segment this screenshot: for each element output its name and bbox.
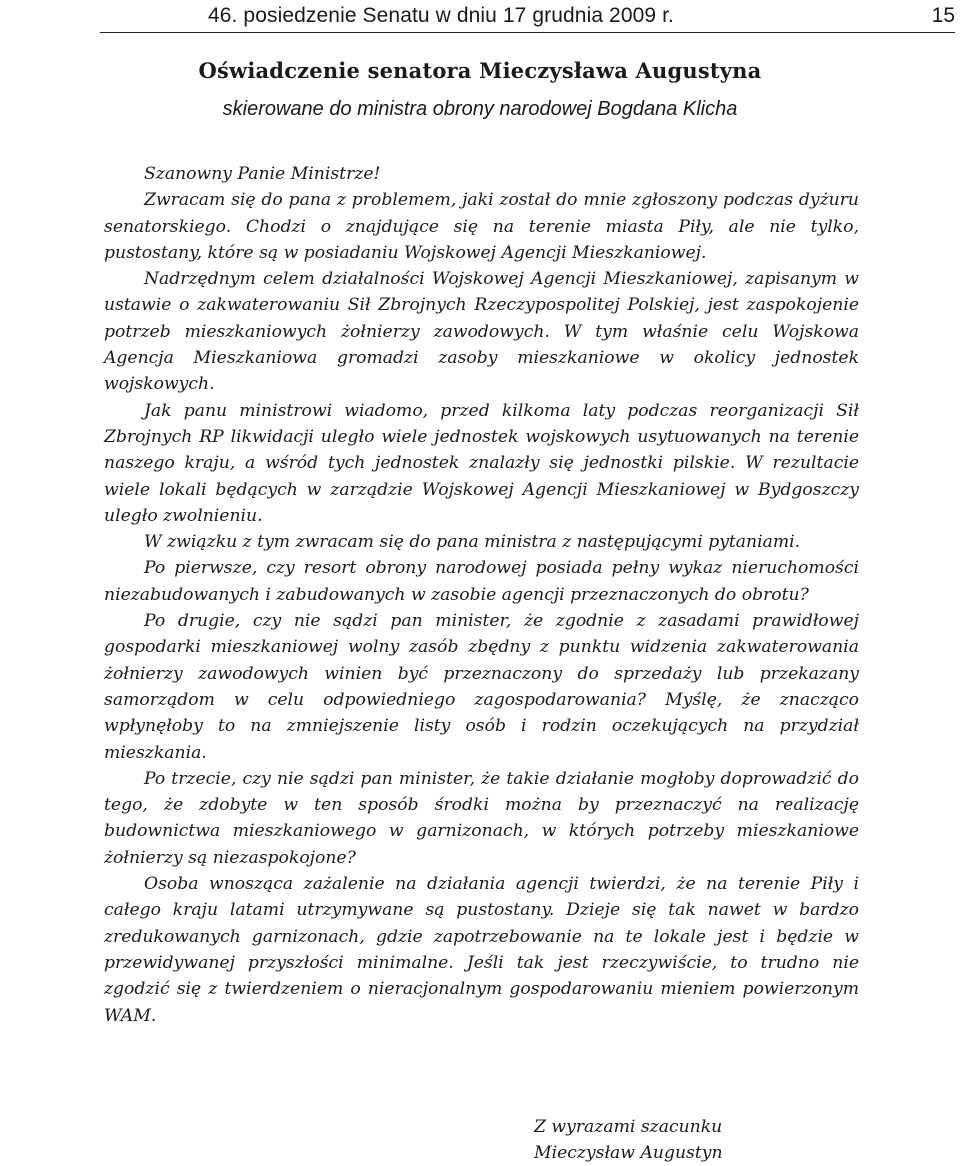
paragraph-reorganization: Jak panu ministrowi wiadomo, przed kilkoma laty podczas reorganizacji Sił Zbrojnych RP likwidacji uległo wiele jednostek wojskowych usytuowanych na terenie naszego kraju, a wśród tych jednostek znalazły się jednostki pilskie. W rezultacie wiele lokali będących w zarządzie Wojskowej Agencji Mieszkaniowej w Bydgoszczy uległo zwolnieniu. [104, 400, 859, 526]
document-title: Oświadczenie senatora Mieczysława Augustyna [198, 58, 762, 83]
closing-salutation: Z wyrazami szacunku [534, 1117, 723, 1137]
signature: Mieczysław Augustyn [534, 1143, 723, 1163]
paragraph-complaint: Osoba wnosząca zażalenie na działania agencji twierdzi, że na terenie Piły i całego kraju latami utrzymywane są pustostany. Dzieje się tak nawet w bardzo zredukowanych garnizonach, gdzie zapotrzebowanie na te lokale jest i będzie w przewidywanej przyszłości minimalne. Jeśli tak jest rzeczywiście, to trudno nie zgodzić się z twierdzeniem o nieracjonalnym gospodarowaniu mieniem powierzonym WAM. [104, 874, 859, 1026]
page-number: 15 [931, 4, 955, 27]
paragraph-questions-intro: W związku z tym zwracam się do pana ministra z następującymi pytaniami. [144, 532, 801, 553]
document-subtitle: skierowane do ministra obrony narodowej Bogdana Klicha [222, 98, 738, 120]
paragraph-greeting: Szanowny Panie Ministrze! [144, 164, 381, 184]
header-title: 46. posiedzenie Senatu w dniu 17 grudnia 2009 r. [208, 4, 674, 27]
paragraph-question-3: Po trzecie, czy nie sądzi pan minister, że takie działanie mogłoby doprowadzić do tego, że zdobyte w ten sposób środki można by przeznaczyć na realizację budownictwa mieszkaniowego w garnizonach, w których potrzeby mieszkaniowe żołnierzy są niezaspokojone? [104, 768, 859, 868]
paragraph-question-2: Po drugie, czy nie sądzi pan minister, że zgodnie z zasadami prawidłowej gospodarki mieszkaniowej wolny zasób zbędny z punktu widzenia zakwaterowania żołnierzy zawodowych winien być przeznaczony do sprzedaży lub przekazany samorządom w celu odpowiedniego zagospodarowania? Myślę, że znacząco wpłynęłoby to na zmniejszenie listy osób i rodzin oczekujących na przydział mieszkania. [104, 611, 859, 763]
paragraph-purpose: Nadrzędnym celem działalności Wojskowej Agencji Mieszkaniowej, zapisanym w ustawie o zakwaterowaniu Sił Zbrojnych Rzeczypospolitej Polskiej, jest zaspokojenie potrzeb mieszkaniowych żołnierzy zawodowych. W tym właśnie celu Wojskowa Agencja Mieszkaniowa gromadzi zasoby mieszkaniowe w okolicy jednostek wojskowych. [104, 269, 859, 395]
document-body [104, 161, 859, 1029]
running-header [100, 2, 955, 33]
paragraph-question-1: Po pierwsze, czy resort obrony narodowej posiada pełny wykaz nieruchomości niezabudowanych i zabudowanych w zasobie agencji przeznaczonych do obrotu? [104, 558, 859, 605]
closing-block [534, 1114, 723, 1166]
paragraph-intro: Zwracam się do pana z problemem, jaki został do mnie zgłoszony podczas dyżuru senatorskiego. Chodzi o znajdujące się na terenie miasta Piły, ale nie tylko, pustostany, które są w posiadaniu Wojskowej Agencji Mieszkaniowej. [104, 190, 859, 263]
